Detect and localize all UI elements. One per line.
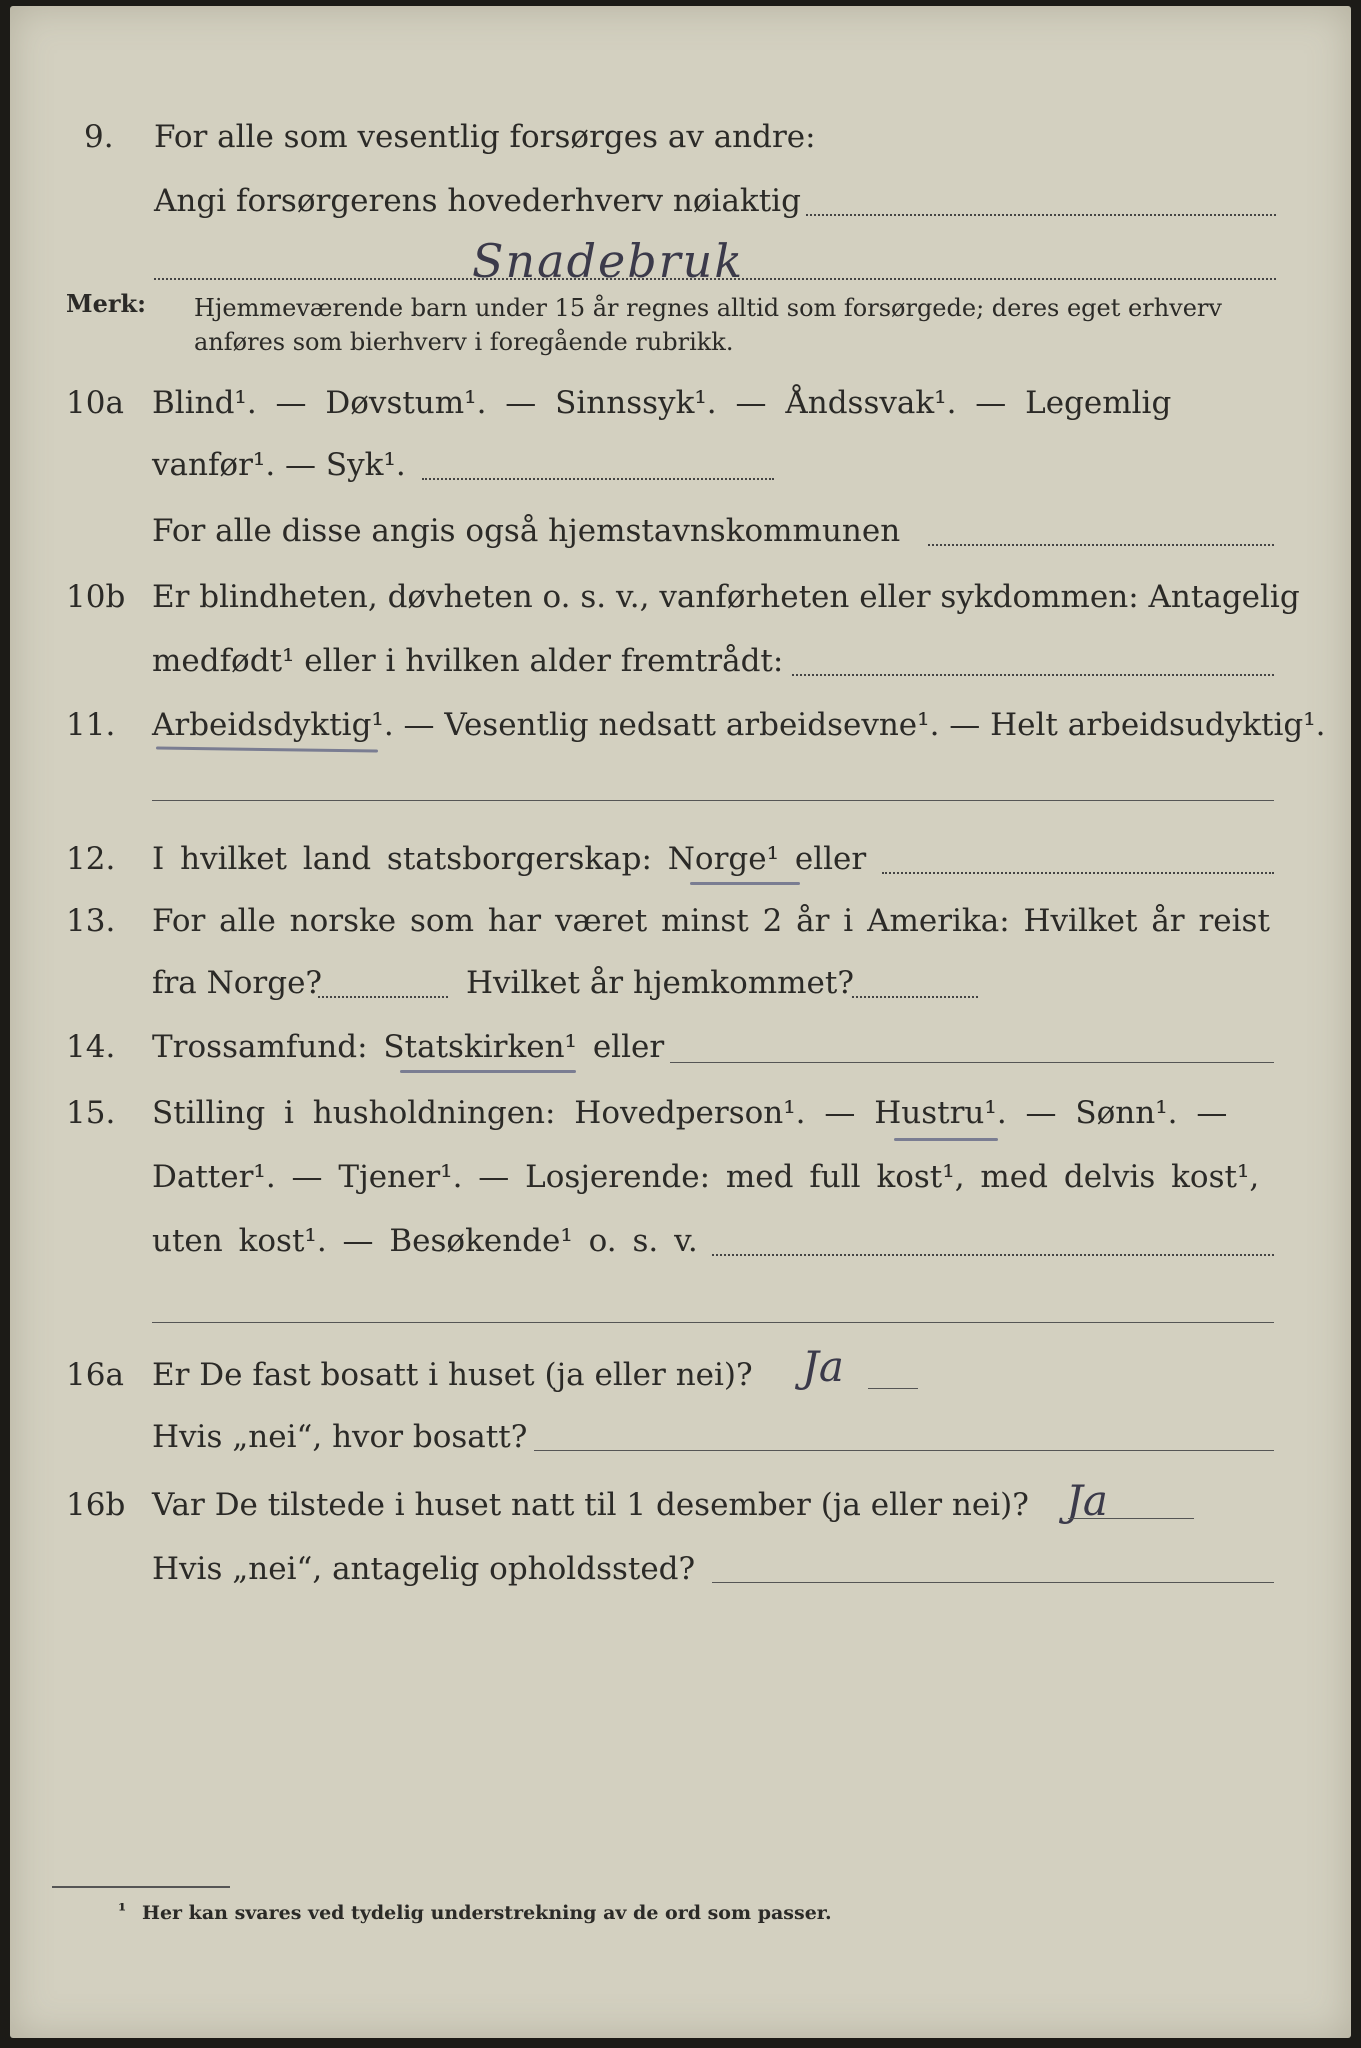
q12-number: 12.: [66, 841, 116, 877]
q16a-residence-line[interactable]: [534, 1450, 1274, 1451]
q15-line3: uten kost¹. — Besøkende¹ o. s. v.: [152, 1223, 698, 1259]
q10a-municipality-line[interactable]: [928, 544, 1274, 546]
q10a-line1: Blind¹. — Døvstum¹. — Sinnssyk¹. — Åndssvak¹. — Legemlig: [152, 385, 1172, 421]
footnote-divider: [52, 1886, 230, 1888]
q10b-line2: medfødt¹ eller i hvilken alder fremtrådt:: [152, 643, 784, 679]
q10a-number: 10a: [66, 385, 124, 421]
q15-underline-hustru: [894, 1138, 998, 1141]
q16a-answer-line[interactable]: [868, 1388, 918, 1389]
q16a-handwritten-answer: Ja: [802, 1342, 844, 1391]
q13-line1: For alle norske som har været minst 2 år i Amerika: Hvilket år reist: [152, 903, 1270, 939]
q13-line2b: Hvilket år hjemkommet?: [466, 965, 854, 1001]
q16a-line2: Hvis „nei“, hvor bosatt?: [152, 1419, 528, 1455]
q11-answer-line[interactable]: [152, 800, 1274, 801]
q9-line1: For alle som vesentlig forsørges av andre:: [154, 119, 816, 155]
q16b-answer-line[interactable]: [1068, 1518, 1194, 1519]
q9-line2: Angi forsørgerens hovederhverv nøiaktig: [154, 183, 801, 219]
q9-handwritten-answer: Snadebruk: [472, 234, 745, 288]
q11-number: 11.: [66, 707, 116, 743]
q14-underline-statskirken: [400, 1070, 576, 1073]
q9-number: 9.: [84, 119, 114, 155]
q9-answer-line2[interactable]: [154, 278, 1276, 280]
q15-line2: Datter¹. — Tjener¹. — Losjerende: med full kost¹, med delvis kost¹,: [152, 1159, 1260, 1195]
q11-underline-arbeidsdyktig: [156, 746, 378, 752]
q9-answer-line1[interactable]: [806, 214, 1276, 216]
merk-line1: Hjemmeværende barn under 15 år regnes alltid som forsørgede; deres eget erhverv: [194, 294, 1222, 322]
q15-position-line[interactable]: [712, 1254, 1274, 1256]
merk-label: Merk:: [66, 289, 146, 318]
q12-country-line[interactable]: [882, 872, 1274, 874]
q12-underline-norge: [690, 882, 800, 885]
q12-line1: I hvilket land statsborgerskap: Norge¹ eller: [152, 841, 867, 877]
q10b-line1: Er blindheten, døvheten o. s. v., vanførheten eller sykdommen: Antagelig: [152, 579, 1300, 615]
q10b-number: 10b: [66, 579, 126, 615]
q16b-number: 16b: [66, 1487, 126, 1523]
q15-number: 15.: [66, 1095, 116, 1131]
q10a-sick-line[interactable]: [422, 478, 774, 480]
q13-year-left-line[interactable]: [318, 996, 448, 998]
q14-number: 14.: [66, 1029, 116, 1065]
q15-line1: Stilling i husholdningen: Hovedperson¹. — Hustru¹. — Sønn¹. —: [152, 1095, 1228, 1131]
q16b-location-line[interactable]: [712, 1582, 1274, 1583]
q16b-line2: Hvis „nei“, antagelig opholdssted?: [152, 1551, 696, 1587]
q16b-line1: Var De tilstede i huset natt til 1 desember (ja eller nei)?: [152, 1487, 1029, 1523]
merk-line2: anføres som bierhverv i foregående rubrikk.: [194, 328, 734, 356]
q10b-age-line[interactable]: [792, 674, 1274, 676]
q13-line2a: fra Norge?: [152, 965, 323, 1001]
q15-answer-line[interactable]: [152, 1322, 1274, 1323]
q10a-line2: vanfør¹. — Syk¹.: [152, 447, 406, 483]
q14-religion-line[interactable]: [670, 1062, 1274, 1063]
footnote-text: Her kan svares ved tydelig understrekning av de ord som passer.: [142, 1902, 832, 1924]
q16a-number: 16a: [66, 1357, 124, 1393]
footnote-marker: ¹: [118, 1900, 127, 1922]
q16b-handwritten-answer: Ja: [1066, 1476, 1108, 1525]
q13-year-returned-line[interactable]: [852, 996, 978, 998]
q16a-line1: Er De fast bosatt i huset (ja eller nei)?: [152, 1357, 753, 1393]
census-form-page: [10, 6, 1351, 2038]
q10a-line3: For alle disse angis også hjemstavnskommunen: [152, 513, 901, 549]
q14-line1: Trossamfund: Statskirken¹ eller: [152, 1029, 665, 1065]
q11-line1: Arbeidsdyktig¹. — Vesentlig nedsatt arbeidsevne¹. — Helt arbeidsudyktig¹.: [152, 707, 1326, 743]
q13-number: 13.: [66, 903, 116, 939]
